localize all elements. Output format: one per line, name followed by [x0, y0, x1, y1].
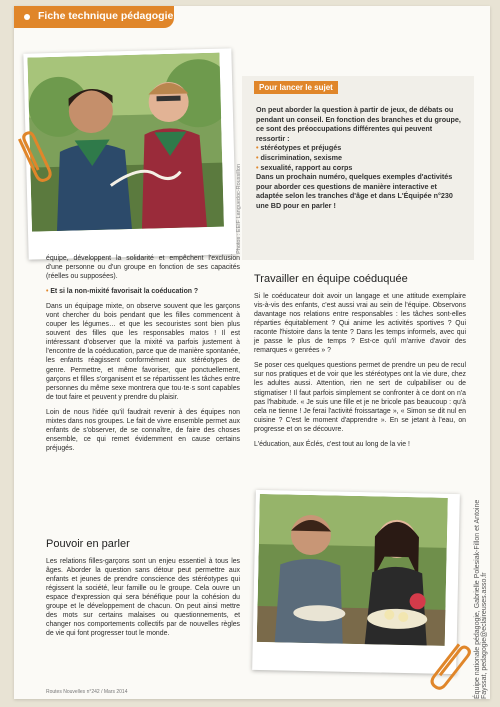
paragraph: Les relations filles-garçons sont un enjeu essentiel à tous les âges. Aborder la question sans détour peut permettre aux enfants et jeunes de prendre conscience des stéréotypes qui régissent la société, leur famille ou le groupe. Cela ouvre un espace d'expression qui sera bénéfique pour la cohésion du groupe et le développement de chacun. On peut ainsi mettre des mots sur certains malaises ou questionnements, et changer nos comportements collectifs par de nouvelles règles de vie qui font progresser tout le monde.	[46, 558, 240, 638]
box-outro: Dans un prochain numéro, quelques exemples d'activités pour aborder ces questions de manière interactive et adaptée selon les tranches d'âge et dans L'Équipée n°230 une BD pour en parler !	[256, 172, 453, 210]
left-column-bottom	[46, 540, 240, 644]
box-bullet: • stéréotypes et préjugés	[256, 143, 462, 153]
paragraph: Se poser ces quelques questions permet de prendre un peu de recul sur nos pratiques et de voir que les stéréotypes ont la vie dure, chez les adultes aussi. Attention, rien ne sert de culpabiliser ou de stigmatiser ! Il faut parfois simplement se confronter à ce dont on n'a pas l'habitude. « Je suis une fille et je ne bricole pas beaucoup : qu'à cela ne tienne ! Je ferai l'activité froissartage », « Simon se dit nul en cuisine ? C'est le moment d'apprendre ». En se jetant à l'eau, on progresse et on se découvre.	[254, 362, 466, 433]
photo-credit: Photos : EEIF Languedoc-Roussillon	[236, 164, 242, 254]
right-column	[254, 275, 466, 455]
page-footer: Routes Nouvelles n°242 / Mars 2014	[46, 689, 128, 695]
paragraph: Loin de nous l'idée qu'il faudrait revenir à des équipes non mixtes dans nos groupes. Le fait de vivre ensemble permet aux enfants de s'observer, de se connaître, de faire des choses ensemble, ce qui remet évidemment en cause certains préjugés.	[46, 408, 240, 452]
photo-children-knots	[23, 48, 236, 259]
section-tab	[14, 6, 174, 28]
left-column-top	[46, 254, 240, 459]
section-label: Fiche technique pédagogie	[38, 10, 174, 22]
bullet-icon: •	[46, 288, 51, 296]
section-heading: Travailler en équipe coéduquée	[254, 273, 408, 285]
box-bullet-list	[256, 143, 462, 172]
box-bullet: • sexualité, rapport au corps	[256, 163, 462, 173]
paragraph: Dans un équipage mixte, on observe souvent que les garçons vont chercher du bois pendant que les filles commencent à couper les légumes… et que les secouristes sont bien plus souvent des filles que les responsables matos ! Il est intéressant d'observer que la mixité va parfois justement à l'encontre de la coéducation, parce que de manière spontanée, les enfants réagissent conformément aux stéréotypes de genre. Permettre, et même favoriser, que ponctuellement, garçons et filles s'organisent et se répartissent les tâches entre personnes du même sexe montrera que tou·te·s sont capables de tout faire et peuvent y prendre du plaisir.	[46, 303, 240, 401]
photo-illustration	[27, 53, 223, 232]
magazine-page	[14, 6, 490, 699]
paragraph: Si le coéducateur doit avoir un langage et une attitude exemplaire vis-à-vis des enfants, c'est aussi vrai au sein de l'équipe. Observons davantage nos relations entre responsables : les tâches sont-elles réparties équitablement ? Qui anime les activités sportives ? Qui raconte l'histoire dans la tente ? Dans les temps informels, avec qui je passe le plus de temps ? Est-ce qu'il m'arrive d'avoir des remarques « genrées » ?	[254, 293, 466, 355]
paragraph: équipe, développent la solidarité et empêchent l'exclusion d'une personne ou d'un groupe en fonction de ses capacités (réelles ou supposées).	[46, 255, 240, 281]
photo-children-cooking	[252, 490, 460, 674]
launch-topic-box	[242, 76, 474, 260]
team-credit: Équipe nationale pédagogie, Gabrielle Polesiak-Fillon et Antoine Fayssat, pedagogie@eclaireuses.asso.fr	[474, 499, 488, 699]
photo-illustration	[257, 494, 448, 646]
sub-heading	[46, 287, 240, 296]
box-tag: Pour lancer le sujet	[254, 81, 338, 94]
tab-dot-icon	[24, 14, 30, 20]
paragraph: L'éducation, aux Éclés, c'est tout au long de la vie !	[254, 440, 410, 448]
sub-heading-text: Et si la non-mixité favorisait la coéducation ?	[50, 288, 199, 296]
section-heading: Pouvoir en parler	[46, 538, 130, 550]
box-intro: On peut aborder la question à partir de jeux, de débats ou pendant un conseil. En fonction des branches et du groupe, ce sont des préoccupations différentes qui peuvent ressortir :	[256, 105, 461, 143]
box-bullet: • discrimination, sexisme	[256, 153, 462, 163]
